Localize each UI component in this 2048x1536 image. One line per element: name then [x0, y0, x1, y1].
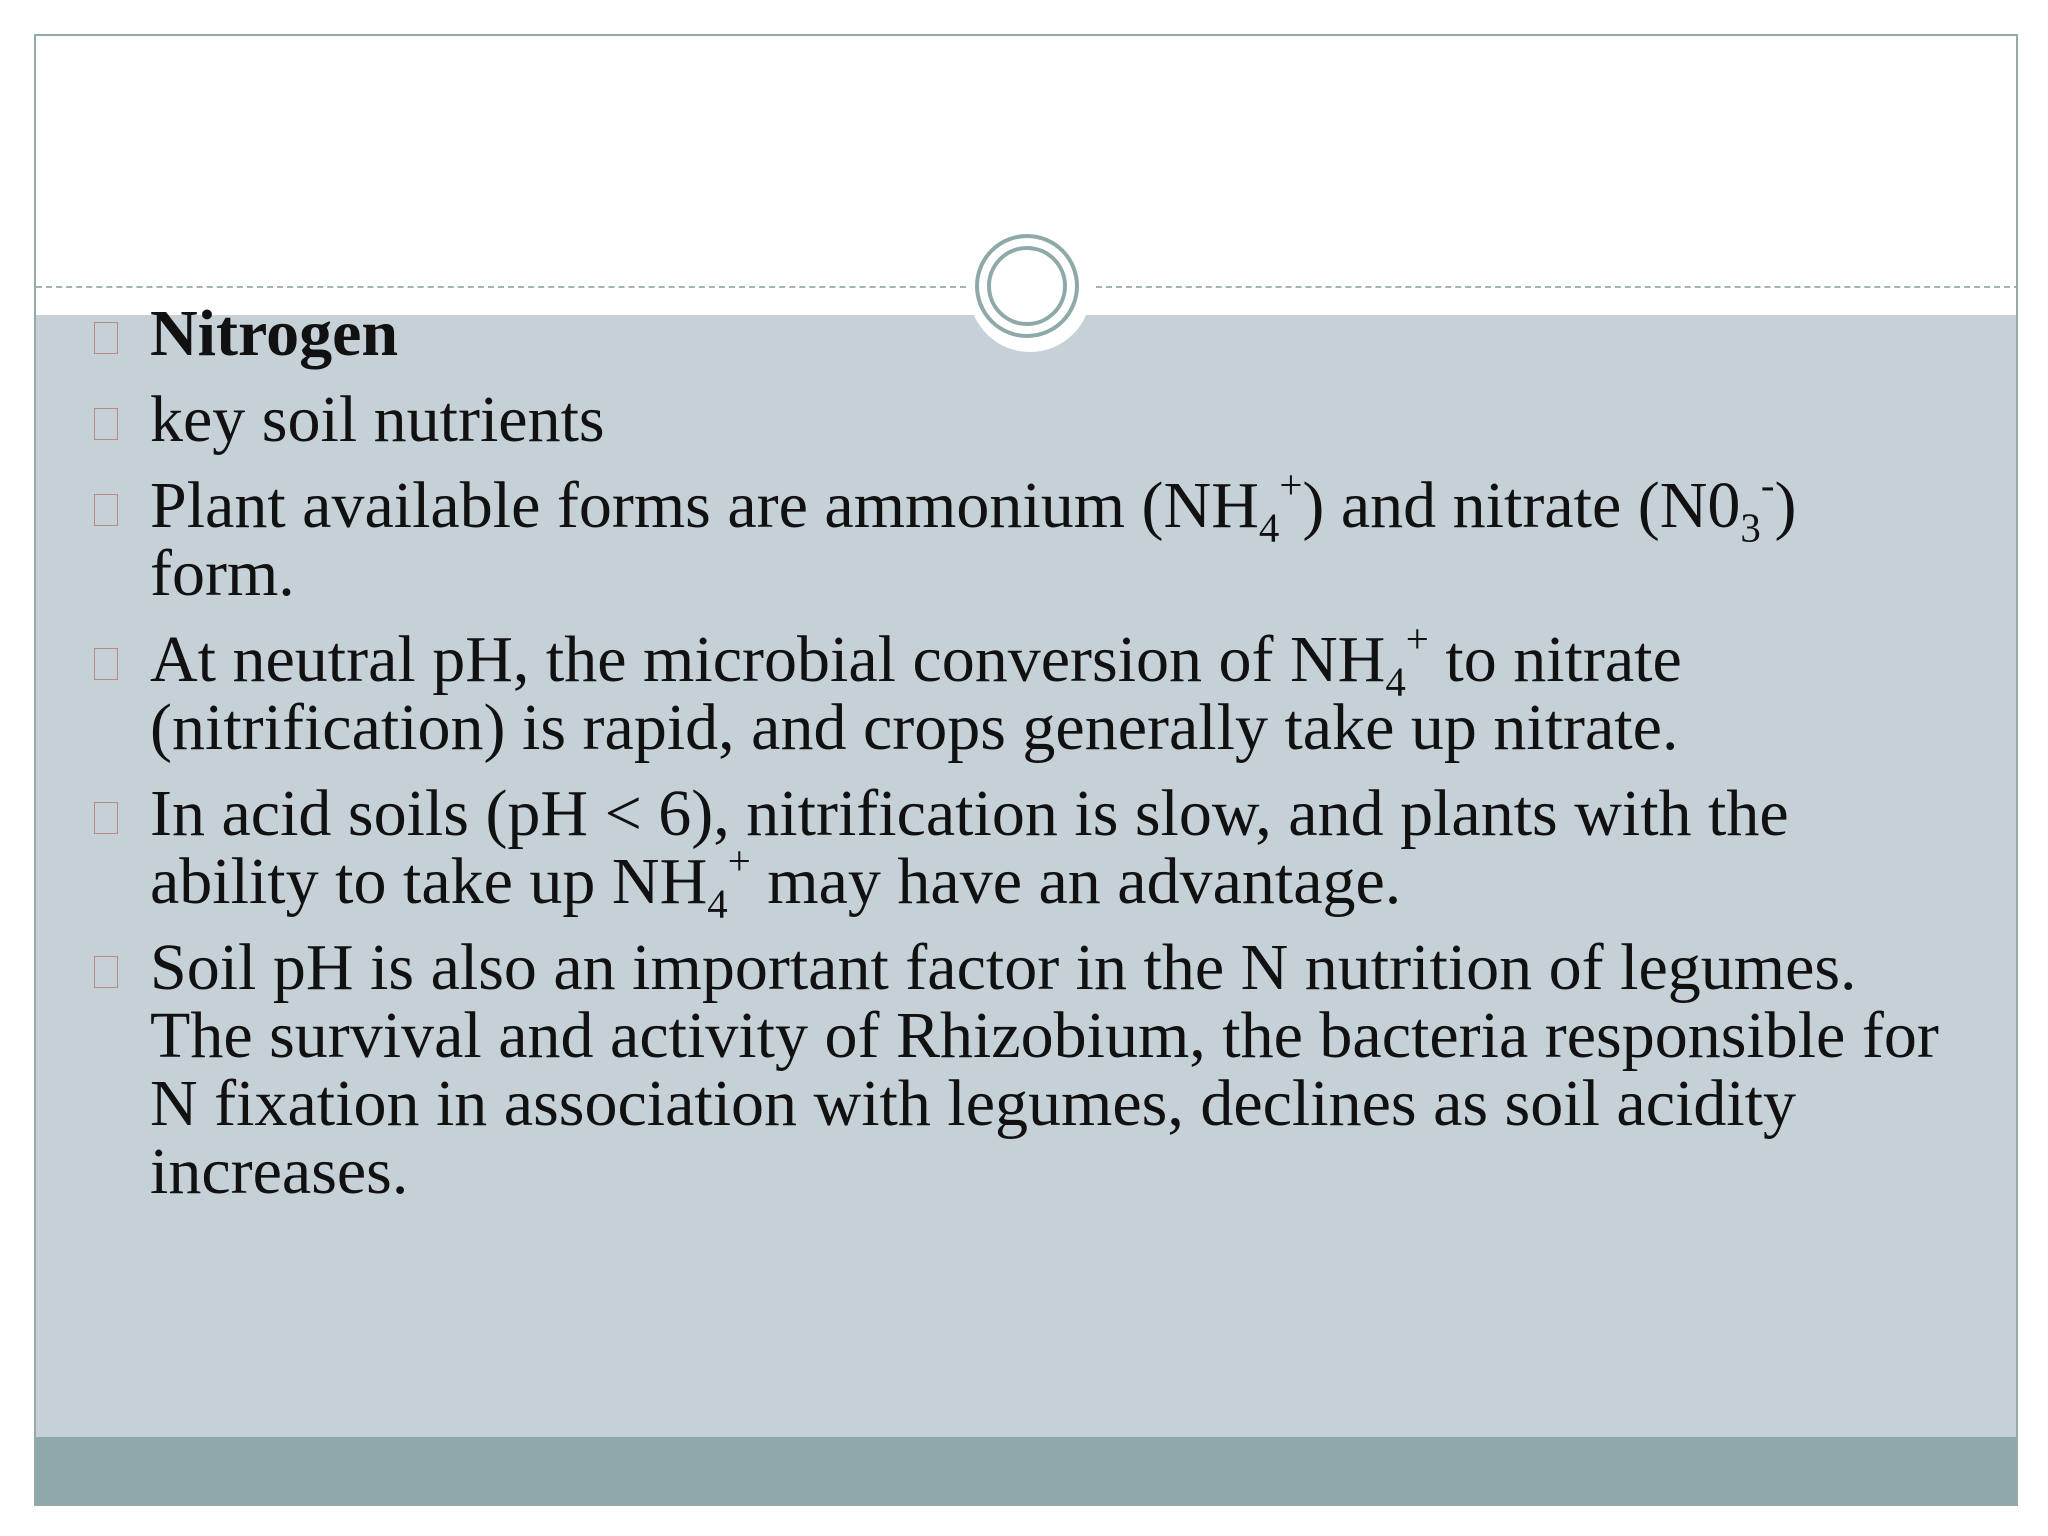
subscript: 4 [1258, 505, 1280, 551]
bullet-text-part: may have an advantage. [750, 845, 1402, 918]
bullet-item [60, 462, 1960, 610]
bullet-text-part: to nitrate (nitrification) is rapid, and crops generally take up nitrate. [150, 623, 1682, 764]
bullet-item [60, 931, 1960, 1208]
bullet-text-part: At neutral pH, the microbial conversion of NH [150, 623, 1386, 696]
bullet-text-part: In acid soils (pH < 6), nitrification is slow, and plants with the ability to take up NH [150, 777, 1789, 918]
bullet-text: Soil pH is also an important factor in the N nutrition of legumes. The survival and activity of Rhizobium, the bacteria responsible for N fixation in association with legumes, declines as soil acidity increases. [150, 931, 1939, 1208]
bullet-item [60, 297, 1960, 370]
subscript: 4 [707, 881, 728, 927]
bullet-text-part: ) and nitrate (N0 [1302, 469, 1741, 542]
footer-bar [36, 1437, 2016, 1506]
divider-dashed-right [1096, 286, 2018, 288]
superscript: - [1760, 462, 1775, 508]
bullet-marker-icon [94, 802, 118, 834]
bullet-marker-icon [94, 956, 118, 988]
superscript: + [1279, 462, 1303, 508]
bullet-marker-icon [94, 322, 118, 354]
bullet-item [60, 383, 1960, 456]
bullet-item [60, 777, 1960, 927]
bullet-list [60, 297, 1960, 1224]
subscript: 4 [1385, 659, 1406, 705]
bullet-text-part: form. [150, 537, 295, 610]
bullet-marker-icon [94, 408, 118, 440]
superscript: + [1405, 616, 1429, 662]
bullet-text-part: Plant available forms are ammonium (NH [150, 469, 1259, 542]
superscript: + [727, 838, 751, 884]
bullet-marker-icon [94, 648, 118, 680]
bullet-text-part: ) [1774, 469, 1797, 542]
divider-dashed-left [36, 286, 966, 288]
subscript: 3 [1740, 505, 1761, 551]
bullet-item [60, 616, 1960, 764]
bullet-marker-icon [94, 494, 118, 526]
bullet-text: key soil nutrients [150, 383, 605, 456]
bullet-heading: Nitrogen [150, 297, 399, 370]
